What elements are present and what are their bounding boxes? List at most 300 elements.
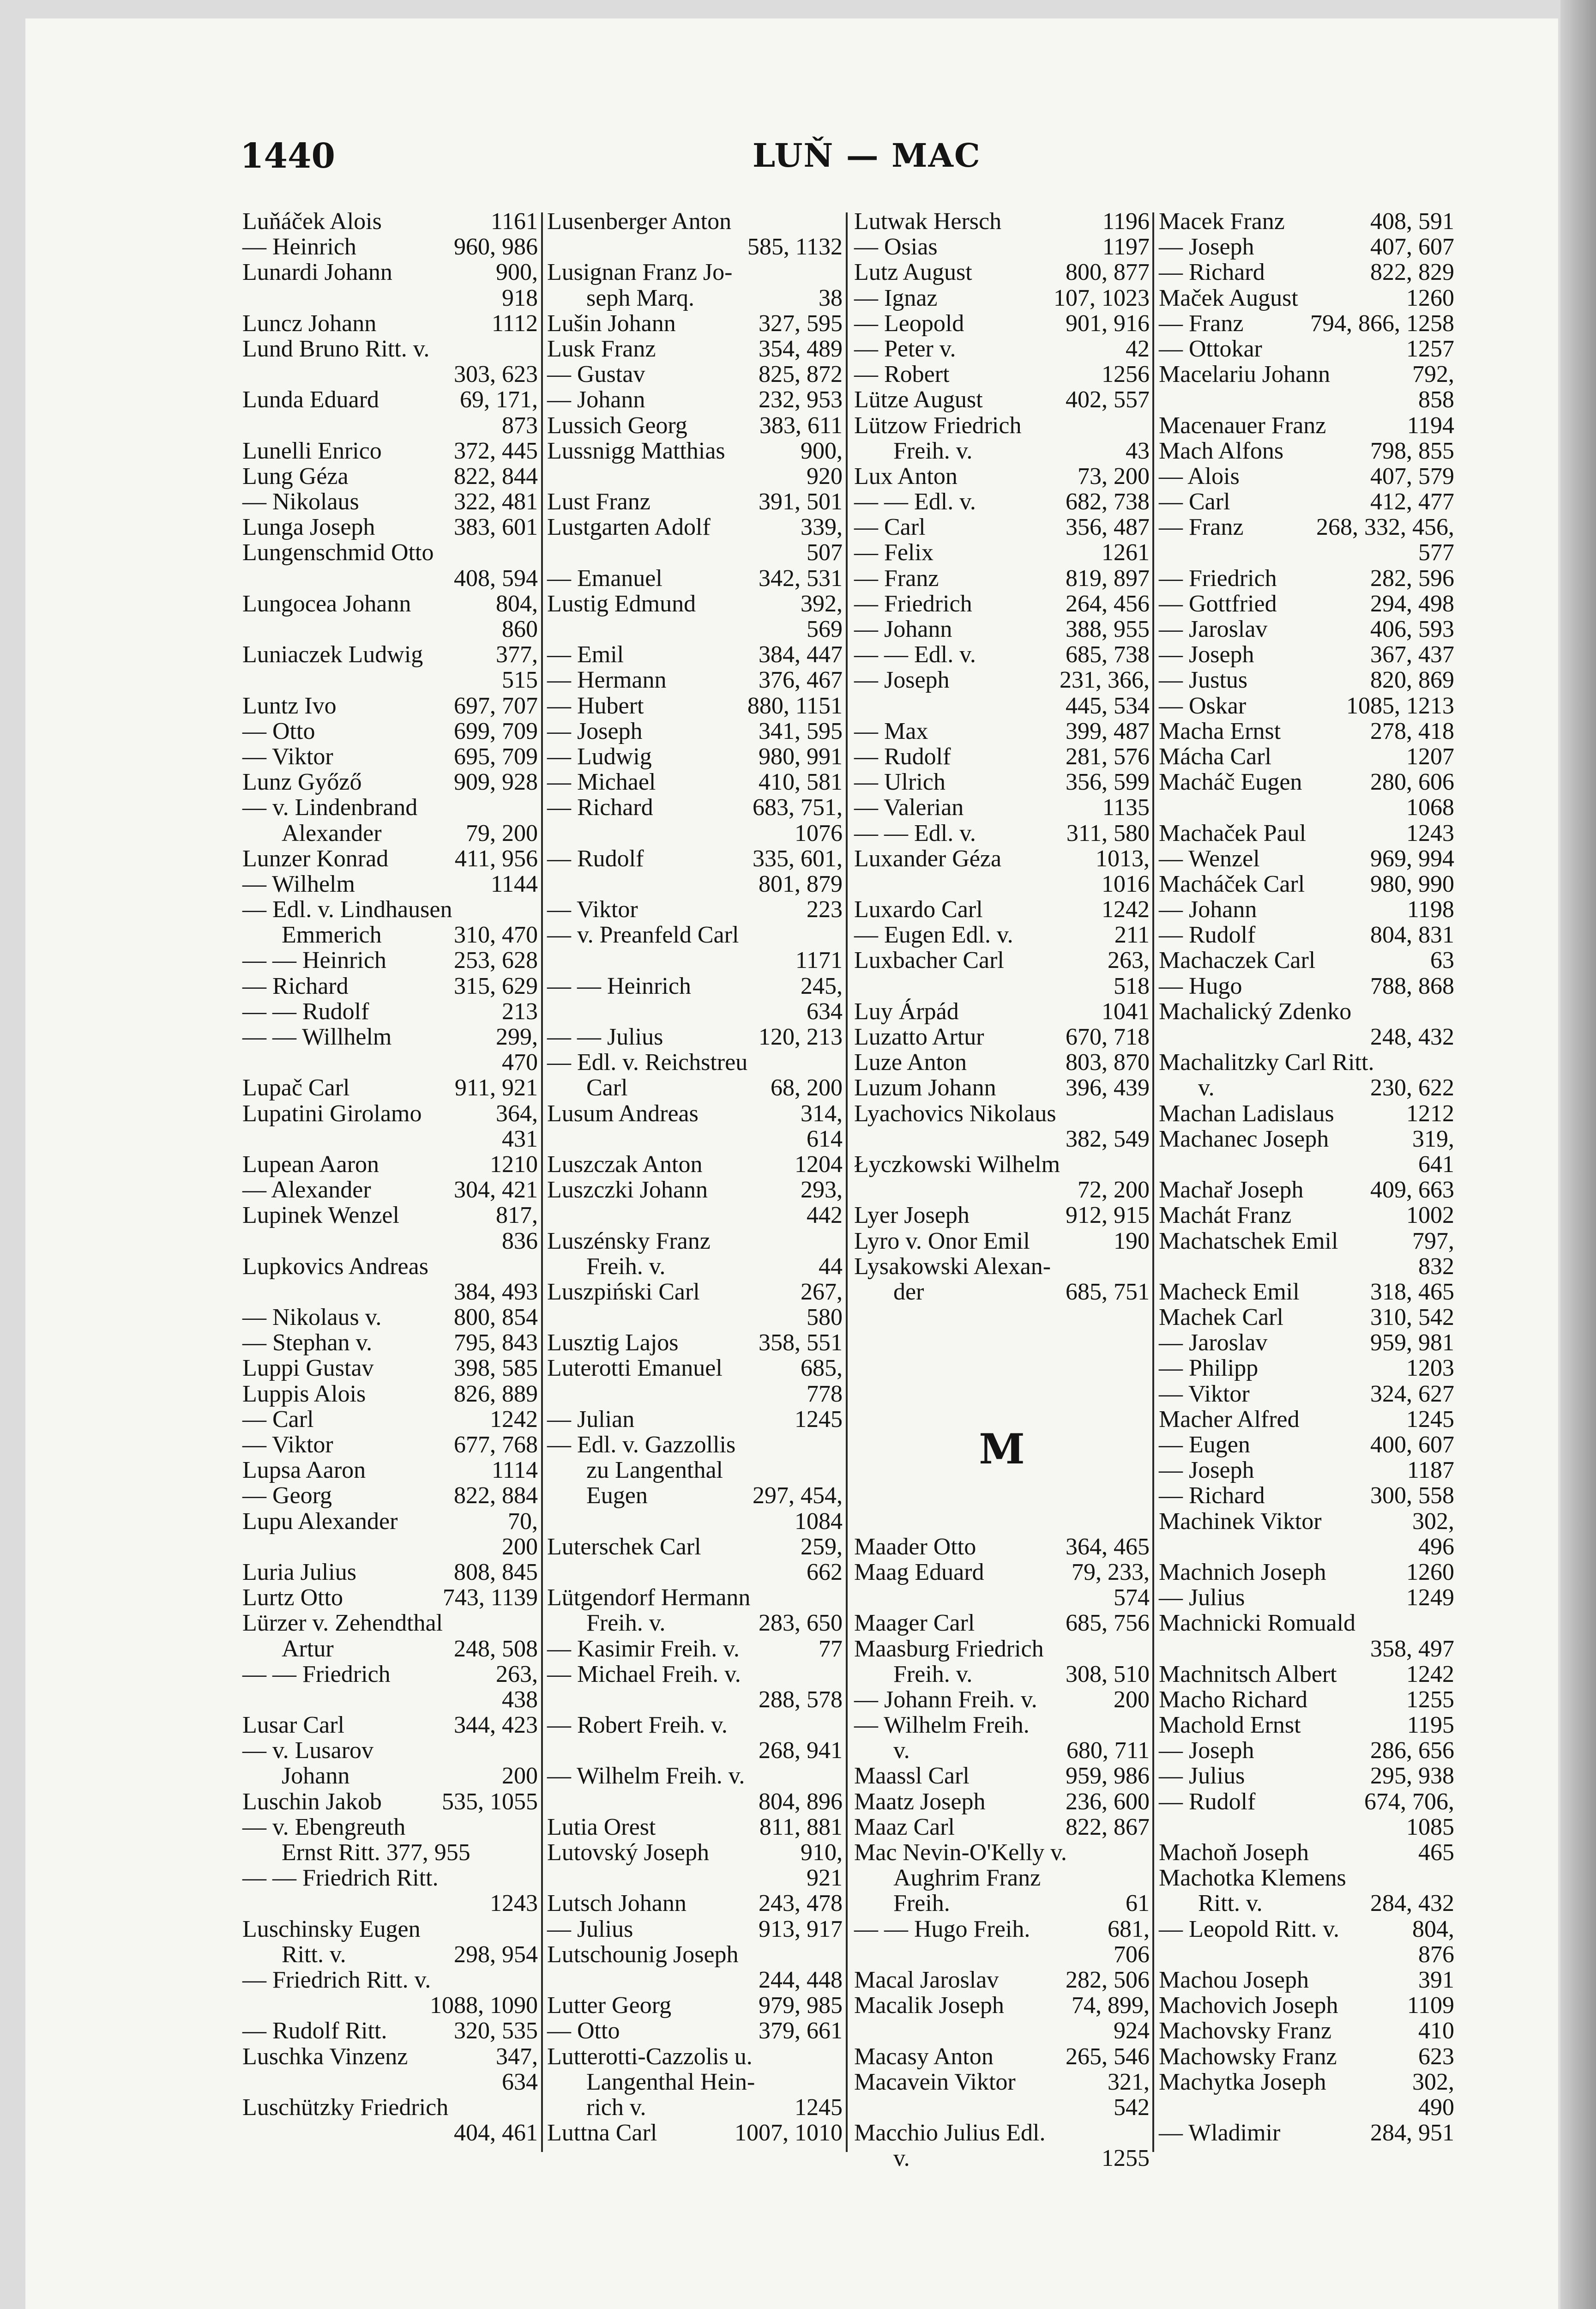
index-entry: [854, 489, 1150, 514]
entry-name: Machoň Joseph: [1159, 1839, 1309, 1866]
entry-pages: 788, 868: [1370, 973, 1454, 999]
index-entry: [242, 1840, 538, 1865]
entry-pages: 470: [502, 1049, 538, 1076]
entry-pages: 283, 650: [759, 1610, 843, 1637]
entry-pages: 959, 981: [1370, 1330, 1454, 1356]
index-entry: [1159, 1967, 1454, 1993]
entry-pages: 230, 622: [1370, 1075, 1454, 1101]
entry-name: Lund Bruno Ritt. v.: [242, 335, 430, 362]
entry-pages: 677, 768: [454, 1432, 538, 1458]
index-entry: [242, 1305, 538, 1330]
index-entry: [1159, 362, 1454, 387]
entry-pages: 959, 986: [1066, 1763, 1150, 1789]
entry-pages: 1203: [1406, 1355, 1454, 1382]
index-entry: [854, 795, 1150, 820]
index-entry: [547, 2069, 843, 2095]
index-entry: [854, 1712, 1150, 1738]
entry-name: Lux Anton: [854, 463, 958, 490]
entry-pages: 634: [807, 998, 843, 1025]
index-entry: [854, 1610, 1150, 1636]
entry-pages: 297, 454,: [753, 1482, 843, 1509]
entry-pages: 354, 489: [759, 335, 843, 362]
entry-pages: 1261: [1102, 539, 1150, 566]
entry-pages: 384, 493: [454, 1278, 538, 1305]
index-entry: [242, 1585, 538, 1610]
entry-pages: 431: [502, 1125, 538, 1152]
entry-pages: 315, 629: [454, 973, 538, 999]
entry-pages: 1007, 1010: [735, 2120, 843, 2146]
index-entry: [547, 1636, 843, 1662]
index-entry: [854, 1738, 1150, 1763]
entry-name: — Rudolf: [854, 743, 951, 770]
index-entry: [1159, 744, 1454, 769]
entry-pages: 792,: [1412, 361, 1454, 388]
index-entry: [1159, 209, 1454, 234]
entry-pages: 259,: [801, 1533, 843, 1560]
index-entry: [242, 922, 538, 948]
index-entry: [854, 1126, 1150, 1152]
index-entry: [242, 464, 538, 489]
entry-pages: 681,: [1108, 1916, 1150, 1942]
index-entry: [1159, 413, 1454, 438]
index-entry: [547, 1942, 843, 1967]
entry-name: — — Rudolf: [242, 998, 369, 1025]
entry-pages: 924: [1114, 2018, 1150, 2044]
entry-pages: 299,: [496, 1024, 538, 1050]
index-entry: [1159, 1738, 1454, 1763]
entry-name: — Julian: [547, 1406, 635, 1433]
index-entry: [242, 438, 538, 464]
entry-pages: 697, 707: [454, 692, 538, 719]
index-entry: [547, 1865, 843, 1891]
entry-pages: 341, 595: [759, 718, 843, 744]
index-entry: [1159, 617, 1454, 642]
index-entry: [854, 1024, 1150, 1050]
index-entry: [854, 387, 1150, 412]
entry-name: — v. Preanfeld Carl: [547, 922, 739, 949]
index-entry: [242, 1254, 538, 1279]
index-entry: [242, 1610, 538, 1636]
entry-pages: 960, 986: [454, 234, 538, 260]
entry-name: — — Heinrich: [242, 947, 386, 974]
index-entry: [547, 1483, 843, 1508]
index-entry: [547, 922, 843, 948]
entry-name: Maassl Carl: [854, 1763, 970, 1789]
entry-pages: 358, 551: [759, 1330, 843, 1356]
index-entry: [1159, 1050, 1454, 1075]
entry-pages: 1196: [1102, 208, 1150, 235]
entry-name: — Joseph: [854, 667, 950, 694]
entry-name: Machnicki Romuald: [1159, 1610, 1356, 1637]
index-entry: [547, 2044, 843, 2069]
entry-name: rich v.: [586, 2094, 646, 2121]
entry-pages: 836: [502, 1227, 538, 1254]
entry-pages: 342, 531: [759, 565, 843, 592]
entry-pages: 288, 578: [759, 1686, 843, 1713]
entry-pages: 682, 738: [1066, 489, 1150, 515]
entry-name: Macavein Viktor: [854, 2068, 1016, 2095]
index-entry: [854, 540, 1150, 565]
entry-pages: 699, 709: [454, 718, 538, 744]
index-entry: [547, 438, 843, 464]
entry-pages: 282, 506: [1066, 1966, 1150, 1993]
entry-pages: 980, 990: [1370, 870, 1454, 897]
index-entry: [854, 1559, 1150, 1585]
entry-pages: 404, 461: [454, 2120, 538, 2146]
index-entry: [242, 1509, 538, 1534]
index-entry: [854, 2095, 1150, 2120]
entry-name: — Richard: [1159, 259, 1265, 286]
entry-name: — Joseph: [1159, 641, 1254, 668]
entry-name: Machan Ladislaus: [1159, 1100, 1334, 1127]
entry-pages: 339,: [801, 514, 843, 541]
index-entry: [242, 744, 538, 769]
index-entry: [854, 1865, 1150, 1891]
entry-name: — Kasimir Freih. v.: [547, 1635, 740, 1662]
index-entry: [242, 1559, 538, 1585]
entry-name: Lusenberger Anton: [547, 208, 732, 235]
entry-name: Maader Otto: [854, 1533, 976, 1560]
index-entry: [547, 693, 843, 719]
entry-name: Machotka Klemens: [1159, 1865, 1346, 1892]
entry-name: — Franz: [1159, 310, 1244, 337]
entry-name: Luschin Jakob: [242, 1788, 382, 1815]
entry-pages: 410: [1418, 2018, 1454, 2044]
index-entry: [242, 1738, 538, 1763]
entry-pages: 304, 421: [454, 1177, 538, 1203]
entry-pages: 406, 593: [1370, 616, 1454, 642]
entry-name: — — Edl. v.: [854, 820, 976, 846]
section-letter: [854, 1425, 1150, 1483]
entry-name: Lutwak Hersch: [854, 208, 1002, 235]
entry-name: Lützow Friedrich: [854, 412, 1022, 439]
index-entry: [854, 821, 1150, 846]
index-entry: [242, 1662, 538, 1687]
index-entry: [242, 795, 538, 820]
index-entry: [547, 209, 843, 234]
entry-name: Luppi Gustav: [242, 1355, 374, 1382]
index-entry: [1159, 1101, 1454, 1126]
index-entry: [1159, 1407, 1454, 1432]
entry-name: Machaček Paul: [1159, 820, 1307, 846]
index-entry: [242, 1432, 538, 1457]
entry-name: — Rudolf: [1159, 1788, 1256, 1815]
index-entry: [242, 1381, 538, 1407]
index-entry: [242, 285, 538, 311]
entry-name: Luria Julius: [242, 1559, 356, 1585]
entry-name: Ritt. v.: [1198, 1890, 1263, 1917]
entry-pages: 392,: [801, 590, 843, 617]
entry-pages: 913, 917: [759, 1916, 843, 1942]
index-entry: [854, 566, 1150, 591]
entry-pages: 873: [502, 412, 538, 439]
entry-pages: 213: [502, 998, 538, 1025]
entry-name: — Hubert: [547, 692, 644, 719]
entry-pages: 1076: [795, 820, 843, 846]
entry-name: — Leopold: [854, 310, 964, 337]
entry-pages: 912, 915: [1066, 1202, 1150, 1229]
index-entry: [854, 871, 1150, 897]
entry-name: Luttna Carl: [547, 2120, 657, 2146]
entry-pages: 396, 439: [1066, 1075, 1150, 1101]
entry-pages: 743, 1139: [442, 1584, 538, 1611]
entry-name: — Alois: [1159, 463, 1240, 490]
entry-pages: 308, 510: [1066, 1661, 1150, 1687]
index-entry: [854, 973, 1150, 999]
entry-pages: 1068: [1406, 794, 1454, 821]
entry-pages: 794, 866, 1258: [1310, 310, 1454, 337]
index-entry: [242, 973, 538, 999]
entry-name: Macháč Eugen: [1159, 769, 1302, 796]
entry-name: Lutsch Johann: [547, 1890, 687, 1917]
column-rule: [846, 212, 848, 2152]
entry-name: — Gustav: [547, 361, 645, 388]
entry-name: — Eugen: [1159, 1432, 1250, 1458]
entry-pages: 190: [1114, 1227, 1150, 1254]
entry-pages: 284, 951: [1370, 2120, 1454, 2146]
entry-pages: 1198: [1407, 896, 1454, 923]
index-entry: [854, 1228, 1150, 1254]
entry-name: — Osias: [854, 234, 938, 260]
index-entry: [547, 999, 843, 1024]
entry-name: — Joseph: [547, 718, 643, 744]
entry-pages: 1016: [1102, 870, 1150, 897]
entry-pages: 804, 831: [1370, 922, 1454, 949]
entry-name: Luxbacher Carl: [854, 947, 1004, 974]
entry-pages: 356, 599: [1066, 769, 1150, 796]
entry-name: — — Friedrich Ritt.: [242, 1865, 439, 1892]
entry-name: — Philipp: [1159, 1355, 1259, 1382]
index-entry: [1159, 2069, 1454, 2095]
entry-name: — Stephan v.: [242, 1330, 373, 1356]
entry-pages: 268, 332, 456,: [1316, 514, 1454, 541]
blank-line: [854, 1355, 1150, 1381]
entry-pages: 800, 877: [1066, 259, 1150, 286]
entry-name: Lütgendorf Hermann: [547, 1584, 751, 1611]
index-entry: [1159, 540, 1454, 565]
entry-pages: 585, 1132: [747, 234, 843, 260]
entry-name: Lyro v. Onor Emil: [854, 1227, 1030, 1254]
entry-name: — Ottokar: [1159, 335, 1262, 362]
index-entry: [1159, 1712, 1454, 1738]
entry-name: Luterotti Emanuel: [547, 1355, 723, 1382]
index-entry: [242, 1279, 538, 1305]
entry-pages: 1195: [1407, 1712, 1454, 1739]
entry-pages: 1041: [1102, 998, 1150, 1025]
entry-name: — Gottfried: [1159, 590, 1277, 617]
index-entry: [1159, 1432, 1454, 1457]
index-entry: [242, 1330, 538, 1355]
index-entry: [1159, 489, 1454, 514]
entry-name: Luze Anton: [854, 1049, 967, 1076]
entry-name: Lürzer v. Zehendthal: [242, 1610, 443, 1637]
entry-name: — Nikolaus: [242, 489, 359, 515]
entry-name: — Johann: [547, 387, 645, 413]
index-entry: [547, 2095, 843, 2120]
entry-pages: 695, 709: [454, 743, 538, 770]
entry-name: Luppis Alois: [242, 1380, 366, 1407]
entry-pages: 70,: [508, 1508, 538, 1535]
entry-name: Luszénsky Franz: [547, 1227, 711, 1254]
entry-pages: 804,: [1412, 1916, 1454, 1942]
index-entry: [547, 1254, 843, 1279]
entry-name: — Jaroslav: [1159, 616, 1268, 642]
entry-name: — Richard: [242, 973, 349, 999]
index-entry: [1159, 2018, 1454, 2043]
entry-pages: 542: [1114, 2094, 1150, 2121]
entry-name: Lupean Aaron: [242, 1151, 379, 1178]
index-entry: [242, 566, 538, 591]
entry-name: — Valerian: [854, 794, 964, 821]
entry-pages: 200: [502, 1533, 538, 1560]
entry-name: Lussnigg Matthias: [547, 437, 725, 464]
entry-pages: 265, 546: [1066, 2043, 1150, 2070]
entry-pages: 383, 601: [454, 514, 538, 541]
entry-pages: 1187: [1407, 1457, 1454, 1484]
index-entry: [242, 642, 538, 667]
entry-name: — — Edl. v.: [854, 641, 976, 668]
blank-line: [854, 1330, 1150, 1355]
entry-name: — Robert: [854, 361, 950, 388]
entry-name: Macho Richard: [1159, 1686, 1308, 1713]
entry-pages: 1245: [795, 1406, 843, 1433]
index-entry: [242, 514, 538, 540]
entry-name: Lungenschmid Otto: [242, 539, 434, 566]
entry-pages: 1245: [795, 2094, 843, 2121]
index-entry: [242, 1763, 538, 1789]
index-entry: [242, 1126, 538, 1152]
index-entry: [242, 1101, 538, 1126]
entry-pages: 1242: [1102, 896, 1150, 923]
entry-name: Lutterotti-Cazzolis u.: [547, 2043, 753, 2070]
index-entry: [242, 413, 538, 438]
index-entry: [854, 1534, 1150, 1559]
entry-name: Machnitsch Albert: [1159, 1661, 1337, 1687]
index-entry: [854, 642, 1150, 667]
entry-name: Machek Carl: [1159, 1304, 1284, 1331]
index-entry: [854, 311, 1150, 336]
index-entry: [242, 1891, 538, 1916]
entry-name: Lunga Joseph: [242, 514, 375, 541]
entry-name: Lupsa Aaron: [242, 1457, 366, 1484]
entry-name: Lupu Alexander: [242, 1508, 398, 1535]
entry-pages: 300, 558: [1370, 1482, 1454, 1509]
index-entry: [242, 617, 538, 642]
entry-name: Lutovský Joseph: [547, 1839, 709, 1866]
index-entry: [854, 667, 1150, 693]
index-entry: [1159, 1228, 1454, 1254]
index-entry: [854, 1789, 1150, 1814]
entry-name: — Carl: [1159, 489, 1230, 515]
index-entry: [242, 1865, 538, 1891]
index-entry: [242, 209, 538, 234]
entry-name: — Carl: [854, 514, 926, 541]
index-entry: [547, 1585, 843, 1610]
entry-name: Macher Alfred: [1159, 1406, 1300, 1433]
index-entry: [547, 1024, 843, 1050]
entry-name: Lussich Georg: [547, 412, 687, 439]
entry-pages: 445, 534: [1066, 692, 1150, 719]
index-entry: [242, 1712, 538, 1738]
entry-pages: 1135: [1102, 794, 1150, 821]
index-entry: [854, 2069, 1150, 2095]
index-entry: [1159, 591, 1454, 617]
index-entry: [242, 1789, 538, 1814]
index-entry: [1159, 1483, 1454, 1508]
index-entry: [1159, 1789, 1454, 1814]
index-entry: [1159, 642, 1454, 667]
index-entry: [547, 413, 843, 438]
entry-pages: 808, 845: [454, 1559, 538, 1585]
entry-name: — Hermann: [547, 667, 667, 694]
entry-pages: 409, 663: [1370, 1177, 1454, 1203]
entry-name: — Otto: [547, 2018, 620, 2044]
entry-pages: 344, 423: [454, 1712, 538, 1739]
entry-name: Lutia Orest: [547, 1813, 656, 1840]
index-entry: [854, 591, 1150, 617]
entry-pages: 1249: [1406, 1584, 1454, 1611]
index-entry: [242, 311, 538, 336]
entry-pages: 1197: [1102, 234, 1150, 260]
index-entry: [854, 2146, 1150, 2171]
entry-name: Mácha Carl: [1159, 743, 1272, 770]
entry-pages: 920: [807, 463, 843, 490]
index-entry: [854, 336, 1150, 362]
index-entry: [1159, 1381, 1454, 1407]
index-entry: [242, 2018, 538, 2043]
scan-edge: [1560, 0, 1596, 2309]
index-entry: [547, 1152, 843, 1177]
index-entry: [547, 464, 843, 489]
entry-pages: 1260: [1406, 284, 1454, 311]
index-entry: [547, 336, 843, 362]
entry-pages: 364,: [496, 1100, 538, 1127]
entry-name: — Oskar: [1159, 692, 1247, 719]
index-entry: [854, 846, 1150, 871]
index-entry: [854, 617, 1150, 642]
index-entry: [854, 1050, 1150, 1075]
entry-name: Maager Carl: [854, 1610, 975, 1637]
entry-name: — Peter v.: [854, 335, 956, 362]
entry-pages: 44: [819, 1253, 843, 1280]
index-entry: [1159, 1330, 1454, 1355]
entry-name: Maag Eduard: [854, 1559, 984, 1585]
entry-pages: 1085: [1406, 1813, 1454, 1840]
entry-name: — Edl. v. Reichstreu: [547, 1049, 748, 1076]
index-entry: [242, 362, 538, 387]
entry-name: — Johann Freih. v.: [854, 1686, 1037, 1713]
index-entry: [242, 336, 538, 362]
index-entry: [854, 2120, 1150, 2146]
entry-pages: 507: [807, 539, 843, 566]
entry-pages: 822, 884: [454, 1482, 538, 1509]
entry-pages: 243, 478: [759, 1890, 843, 1917]
entry-name: — v. Lusarov: [242, 1737, 374, 1764]
entry-pages: 797,: [1412, 1227, 1454, 1254]
index-entry: [1159, 1203, 1454, 1228]
index-entry: [854, 1891, 1150, 1916]
entry-name: Lusum Andreas: [547, 1100, 699, 1127]
entry-pages: 1245: [1406, 1406, 1454, 1433]
entry-pages: 211: [1114, 922, 1150, 949]
index-entry: [242, 2120, 538, 2146]
index-entry: [242, 1483, 538, 1508]
index-entry: [547, 1789, 843, 1814]
entry-pages: 263,: [496, 1661, 538, 1687]
entry-name: — Eugen Edl. v.: [854, 922, 1013, 949]
entry-pages: 969, 994: [1370, 845, 1454, 872]
entry-name: seph Marq.: [586, 284, 694, 311]
